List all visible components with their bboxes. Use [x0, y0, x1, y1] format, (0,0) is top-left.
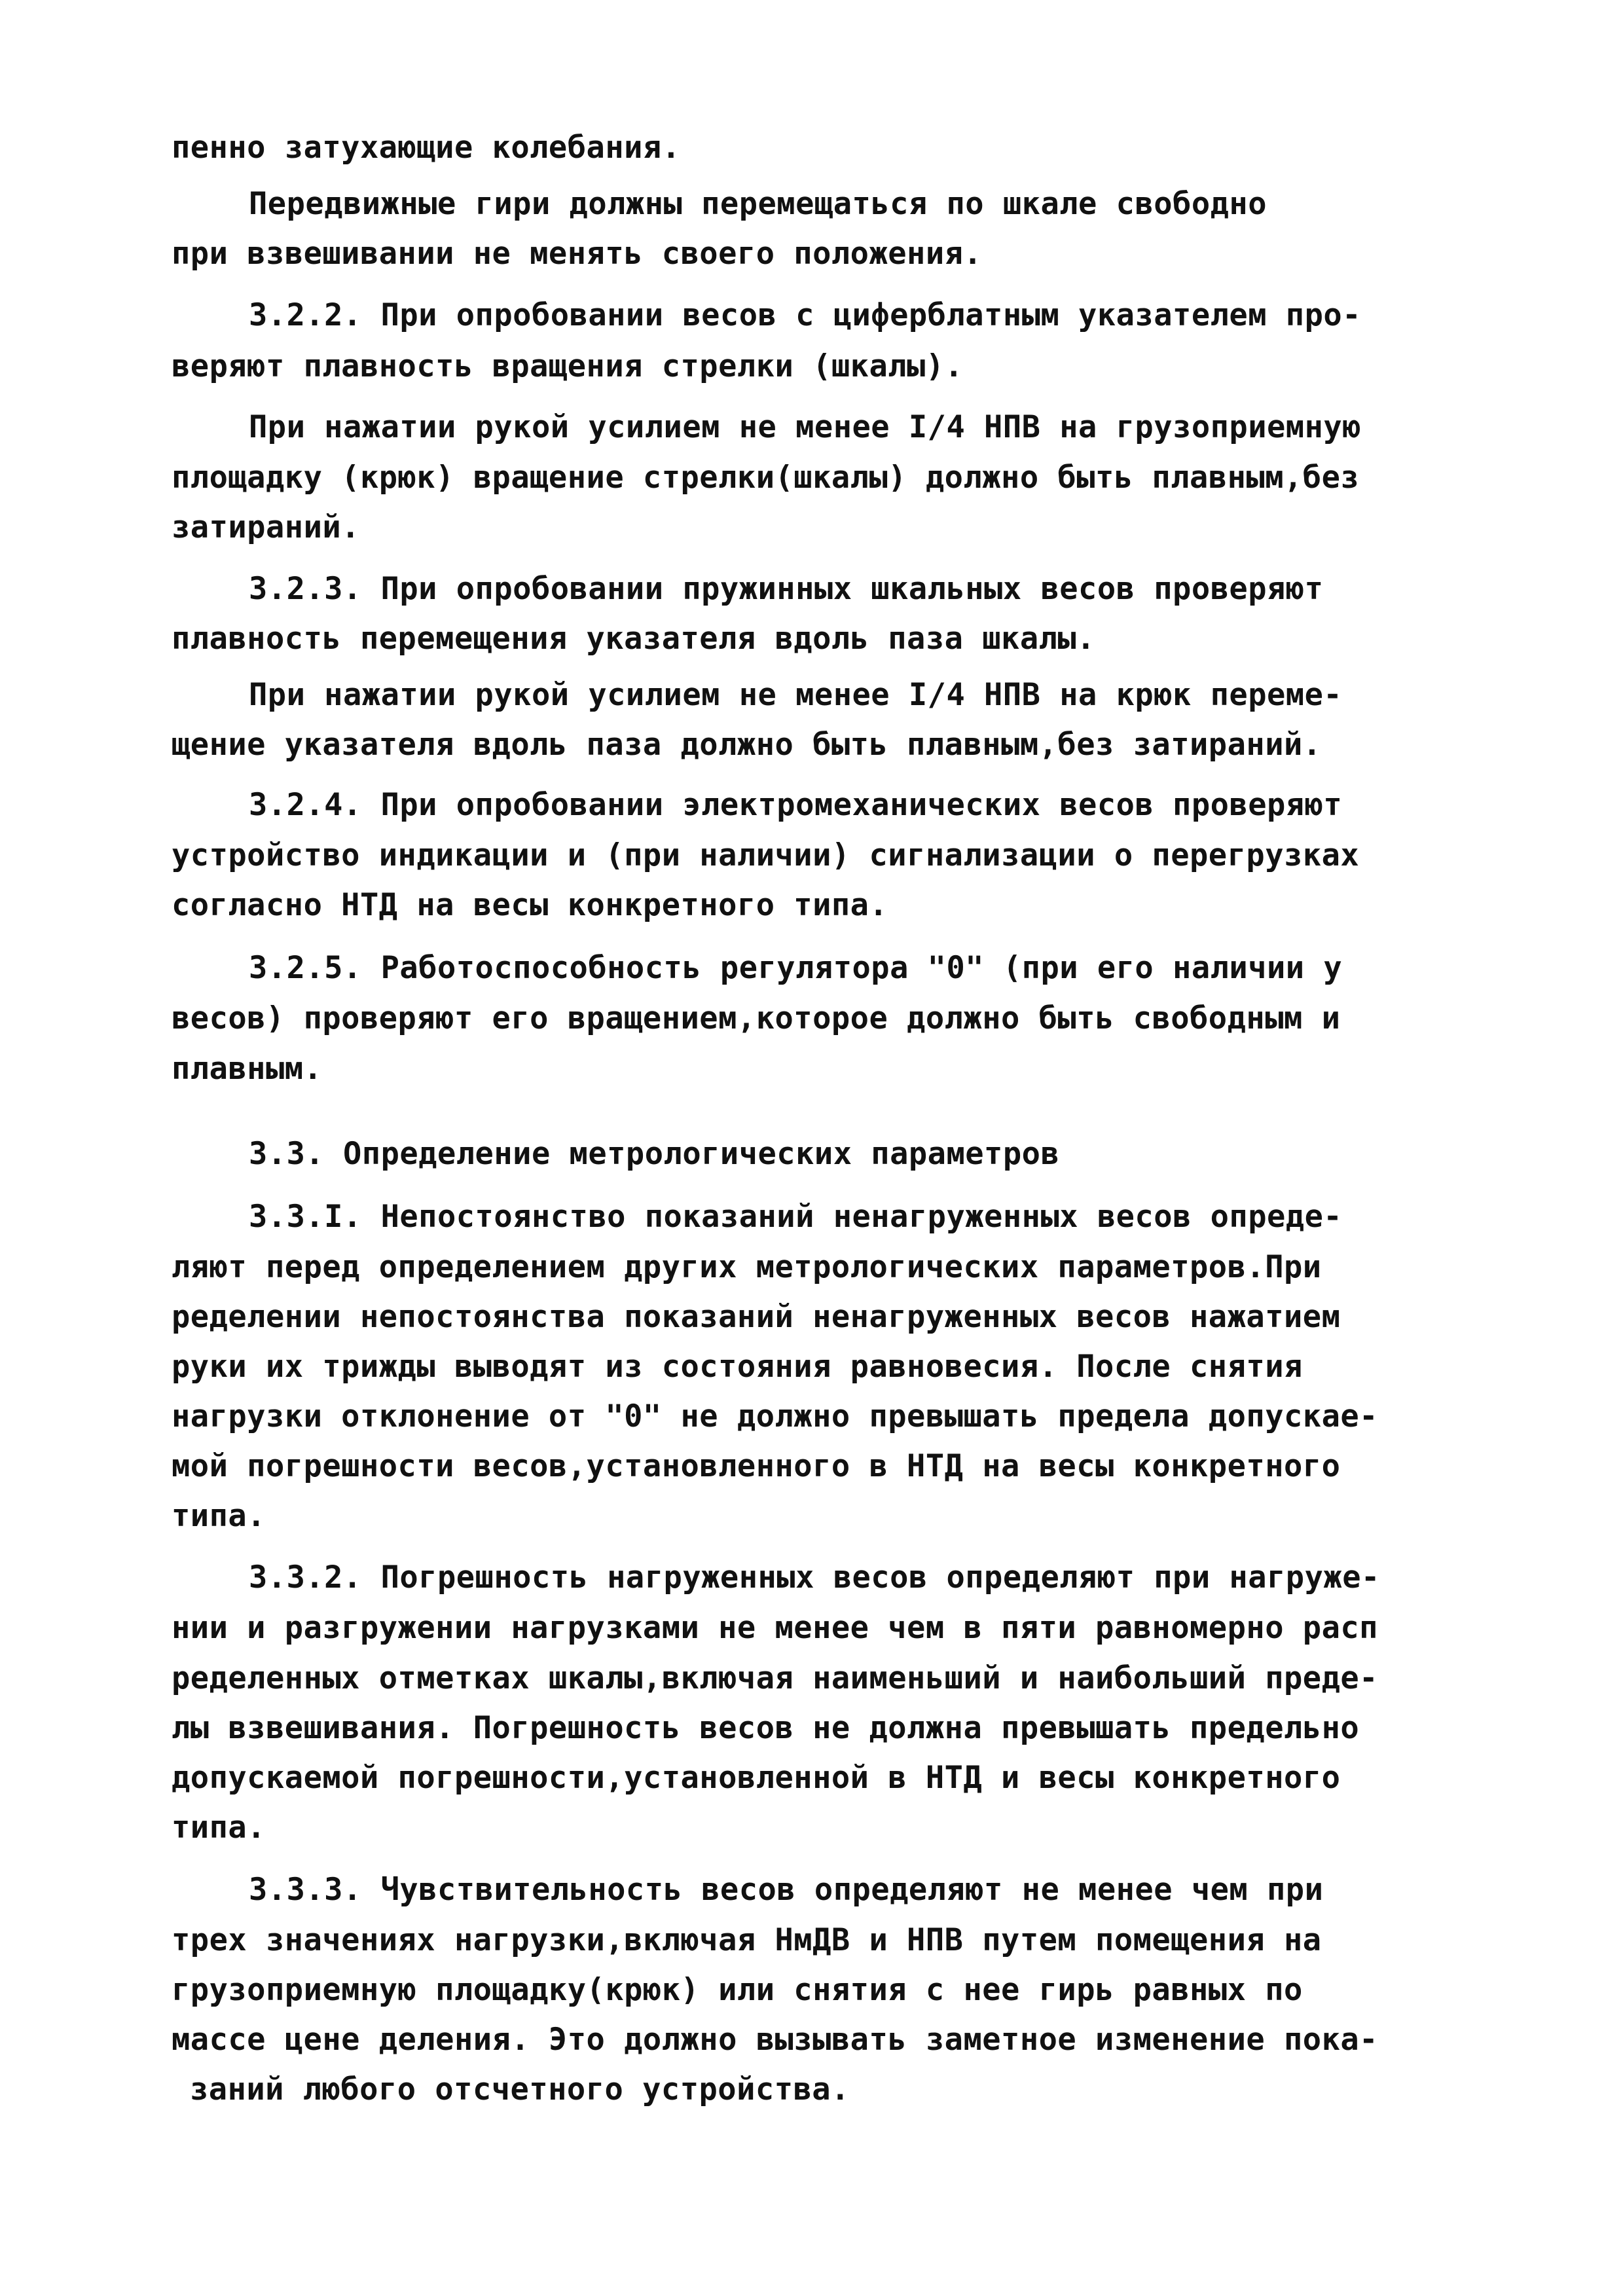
text-line: ределенных отметках шкалы,включая наименьший и наибольший преде-	[172, 1660, 1378, 1696]
text-line: 3.2.5. Работоспособность регулятора "0" (при его наличии у	[249, 950, 1343, 986]
text-line: допускаемой погрешности,установленной в НТД и весы конкретного	[172, 1760, 1341, 1796]
text-line: согласно НТД на весы конкретного типа.	[172, 887, 888, 923]
text-line: грузоприемную площадку(крюк) или снятия с нее гирь равных по	[172, 1972, 1303, 2008]
text-line: щение указателя вдоль паза должно быть плавным,без затираний.	[172, 727, 1322, 763]
text-line: 3.3.I. Непостоянство показаний ненагруженных весов опреде-	[249, 1199, 1343, 1235]
text-line: веряют плавность вращения стрелки (шкалы).	[172, 348, 964, 384]
text-line: площадку (крюк) вращение стрелки(шкалы) должно быть плавным,без	[172, 460, 1360, 496]
text-line: типа.	[172, 1810, 266, 1846]
text-line: плавным.	[172, 1051, 323, 1087]
text-line: руки их трижды выводят из состояния равновесия. После снятия	[172, 1349, 1303, 1385]
text-line: ределении непостоянства показаний ненагруженных весов нажатием	[172, 1299, 1341, 1335]
text-line: 3.2.4. При опробовании электромеханических весов проверяют	[249, 787, 1343, 823]
text-line: затираний.	[172, 509, 360, 545]
text-line: плавность перемещения указателя вдоль паза шкалы.	[172, 621, 1096, 657]
text-line: 3.3.3. Чувствительность весов определяют не менее чем при	[249, 1872, 1324, 1908]
text-line: 3.3.2. Погрешность нагруженных весов определяют при нагруже-	[249, 1559, 1380, 1595]
text-line: заний любого отсчетного устройства.	[190, 2071, 850, 2107]
text-line: 3.2.2. При опробовании весов с циферблатным указателем про-	[249, 297, 1361, 333]
text-line: мой погрешности весов,установленного в НТД на весы конкретного	[172, 1448, 1341, 1484]
text-line: При нажатии рукой усилием не менее I/4 НПВ на грузоприемную	[249, 409, 1361, 445]
section-heading: 3.3. Определение метрологических параметров	[249, 1136, 1060, 1172]
text-line: нии и разгружении нагрузками не менее чем в пяти равномерно расп	[172, 1610, 1378, 1646]
text-line: при взвешивании не менять своего положения.	[172, 236, 983, 272]
text-line: При нажатии рукой усилием не менее I/4 НПВ на крюк переме-	[249, 677, 1343, 713]
text-line: Передвижные гири должны перемещаться по шкале свободно	[249, 186, 1267, 222]
text-line: нагрузки отклонение от "0" не должно превышать предела допускае-	[172, 1398, 1378, 1434]
text-line: 3.2.3. При опробовании пружинных шкальных весов проверяют	[249, 571, 1324, 607]
text-line: устройство индикации и (при наличии) сигнализации о перегрузках	[172, 837, 1360, 873]
text-line: пенно затухающие колебания.	[172, 130, 681, 166]
text-line: массе цене деления. Это должно вызывать заметное изменение пока-	[172, 2022, 1378, 2058]
text-line: ляют перед определением других метрологических параметров.При	[172, 1249, 1322, 1285]
text-line: трех значениях нагрузки,включая НмДВ и НПВ путем помещения на	[172, 1922, 1322, 1958]
text-line: весов) проверяют его вращением,которое должно быть свободным и	[172, 1000, 1341, 1036]
text-line: типа.	[172, 1498, 266, 1534]
text-line: лы взвешивания. Погрешность весов не должна превышать предельно	[172, 1710, 1360, 1746]
